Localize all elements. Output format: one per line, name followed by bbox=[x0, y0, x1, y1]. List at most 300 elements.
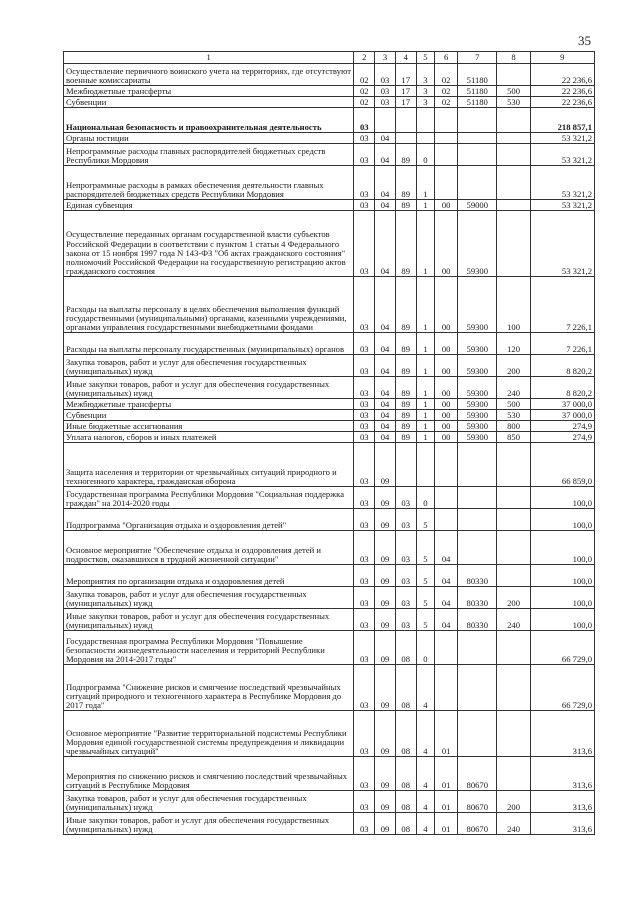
table-row bbox=[64, 410, 595, 421]
row-amount: 53 321,2 bbox=[530, 211, 594, 277]
table-row bbox=[64, 487, 595, 509]
row-code-cell: 02 bbox=[354, 97, 375, 108]
row-code-cell: 04 bbox=[375, 211, 396, 277]
row-code-cell: 03 bbox=[354, 587, 375, 609]
row-code-cell: 240 bbox=[497, 377, 530, 399]
row-code-cell: 08 bbox=[395, 757, 416, 791]
table-row bbox=[64, 64, 595, 86]
row-code-cell: 800 bbox=[497, 421, 530, 432]
row-description: Мероприятия по организации отдыха и оздоровления детей bbox=[64, 565, 354, 587]
row-code-cell: 4 bbox=[416, 757, 435, 791]
row-code-cell bbox=[458, 711, 497, 757]
row-code-cell: 04 bbox=[375, 421, 396, 432]
row-code-cell: 500 bbox=[497, 399, 530, 410]
row-code-cell: 1 bbox=[416, 377, 435, 399]
row-code-cell bbox=[458, 631, 497, 665]
row-code-cell: 240 bbox=[497, 813, 530, 835]
row-code-cell: 80670 bbox=[458, 791, 497, 813]
row-code-cell: 80670 bbox=[458, 813, 497, 835]
row-code-cell: 03 bbox=[354, 609, 375, 631]
row-code-cell: 01 bbox=[435, 791, 458, 813]
row-code-cell bbox=[497, 757, 530, 791]
row-description: Субвенции bbox=[64, 97, 354, 108]
row-code-cell: 1 bbox=[416, 399, 435, 410]
row-amount: 22 236,6 bbox=[530, 86, 594, 97]
row-code-cell: 03 bbox=[354, 399, 375, 410]
row-code-cell: 01 bbox=[435, 711, 458, 757]
row-code-cell bbox=[416, 443, 435, 487]
row-amount: 100,0 bbox=[530, 565, 594, 587]
row-code-cell: 03 bbox=[354, 166, 375, 200]
row-code-cell: 04 bbox=[375, 410, 396, 421]
row-code-cell: 08 bbox=[395, 665, 416, 711]
row-code-cell bbox=[458, 166, 497, 200]
row-code-cell: 5 bbox=[416, 531, 435, 565]
table-row bbox=[64, 133, 595, 144]
row-code-cell: 120 bbox=[497, 333, 530, 355]
row-code-cell: 08 bbox=[395, 631, 416, 665]
row-code-cell: 1 bbox=[416, 421, 435, 432]
row-code-cell: 03 bbox=[375, 64, 396, 86]
row-code-cell: 04 bbox=[375, 377, 396, 399]
table-row bbox=[64, 355, 595, 377]
row-code-cell bbox=[435, 665, 458, 711]
row-code-cell bbox=[497, 144, 530, 166]
row-code-cell: 200 bbox=[497, 587, 530, 609]
row-amount: 8 820,2 bbox=[530, 377, 594, 399]
table-row bbox=[64, 711, 595, 757]
row-amount: 53 321,2 bbox=[530, 166, 594, 200]
row-description: Государственная программа Республики Мордовия "Повышение безопасности жизнедеятельности населения и территорий Республики Мордовия на 2014-2017 годы" bbox=[64, 631, 354, 665]
column-header: 3 bbox=[375, 52, 396, 64]
row-code-cell: 09 bbox=[375, 665, 396, 711]
table-row bbox=[64, 531, 595, 565]
column-header: 2 bbox=[354, 52, 375, 64]
row-amount: 274,9 bbox=[530, 421, 594, 432]
row-code-cell: 17 bbox=[395, 86, 416, 97]
row-code-cell bbox=[497, 631, 530, 665]
row-code-cell: 00 bbox=[435, 399, 458, 410]
row-code-cell: 09 bbox=[375, 565, 396, 587]
table-row bbox=[64, 813, 595, 835]
row-code-cell bbox=[416, 133, 435, 144]
row-description: Закупка товаров, работ и услуг для обеспечения государственных (муниципальных) нужд bbox=[64, 791, 354, 813]
row-amount: 100,0 bbox=[530, 531, 594, 565]
row-code-cell bbox=[497, 509, 530, 531]
row-code-cell: 03 bbox=[354, 211, 375, 277]
row-amount: 313,6 bbox=[530, 711, 594, 757]
row-description: Непрограммные расходы в рамках обеспечения деятельности главных распорядителей бюджетных средств Республики Мордовия bbox=[64, 166, 354, 200]
table-header-row bbox=[64, 52, 595, 64]
row-code-cell bbox=[497, 565, 530, 587]
row-description: Государственная программа Республики Мордовия "Социальная поддержка граждан" на 2014-2020 годы bbox=[64, 487, 354, 509]
row-description: Иные закупки товаров, работ и услуг для обеспечения государственных (муниципальных) нужд bbox=[64, 377, 354, 399]
row-description: Закупка товаров, работ и услуг для обеспечения государственных (муниципальных) нужд bbox=[64, 355, 354, 377]
row-code-cell bbox=[416, 108, 435, 133]
row-code-cell: 51180 bbox=[458, 86, 497, 97]
row-code-cell: 89 bbox=[395, 432, 416, 443]
row-code-cell: 59300 bbox=[458, 432, 497, 443]
table-row bbox=[64, 86, 595, 97]
row-code-cell: 1 bbox=[416, 333, 435, 355]
table-row bbox=[64, 166, 595, 200]
row-code-cell: 00 bbox=[435, 432, 458, 443]
row-code-cell: 4 bbox=[416, 791, 435, 813]
row-code-cell bbox=[497, 166, 530, 200]
row-amount: 66 859,0 bbox=[530, 443, 594, 487]
row-code-cell: 200 bbox=[497, 791, 530, 813]
row-code-cell bbox=[395, 443, 416, 487]
row-code-cell: 04 bbox=[375, 432, 396, 443]
row-code-cell: 59300 bbox=[458, 377, 497, 399]
row-code-cell: 03 bbox=[354, 813, 375, 835]
row-amount: 8 820,2 bbox=[530, 355, 594, 377]
row-code-cell: 59300 bbox=[458, 410, 497, 421]
row-code-cell: 03 bbox=[354, 421, 375, 432]
row-code-cell: 02 bbox=[354, 86, 375, 97]
table-row bbox=[64, 509, 595, 531]
row-amount: 37 000,0 bbox=[530, 399, 594, 410]
row-code-cell: 09 bbox=[375, 711, 396, 757]
row-description: Непрограммные расходы главных распорядителей бюджетных средств Республики Мордовия bbox=[64, 144, 354, 166]
row-code-cell bbox=[458, 509, 497, 531]
row-code-cell: 89 bbox=[395, 333, 416, 355]
row-code-cell: 03 bbox=[354, 377, 375, 399]
row-code-cell: 03 bbox=[395, 565, 416, 587]
table-row bbox=[64, 108, 595, 133]
row-code-cell bbox=[458, 487, 497, 509]
row-code-cell: 01 bbox=[435, 757, 458, 791]
row-code-cell: 03 bbox=[395, 531, 416, 565]
row-code-cell: 89 bbox=[395, 166, 416, 200]
row-code-cell: 5 bbox=[416, 509, 435, 531]
column-header: 5 bbox=[416, 52, 435, 64]
row-code-cell: 530 bbox=[497, 97, 530, 108]
budget-table bbox=[63, 51, 595, 835]
row-code-cell: 02 bbox=[435, 64, 458, 86]
row-code-cell: 0 bbox=[416, 631, 435, 665]
row-code-cell: 17 bbox=[395, 64, 416, 86]
row-amount: 218 857,1 bbox=[530, 108, 594, 133]
row-code-cell: 80330 bbox=[458, 565, 497, 587]
row-code-cell: 00 bbox=[435, 410, 458, 421]
row-code-cell: 89 bbox=[395, 377, 416, 399]
row-code-cell bbox=[435, 108, 458, 133]
table-row bbox=[64, 432, 595, 443]
row-code-cell: 03 bbox=[375, 86, 396, 97]
row-description: Субвенции bbox=[64, 410, 354, 421]
row-description: Подпрограмма "Организация отдыха и оздоровления детей" bbox=[64, 509, 354, 531]
row-description: Иные закупки товаров, работ и услуг для обеспечения государственных (муниципальных) нужд bbox=[64, 813, 354, 835]
row-code-cell: 01 bbox=[435, 813, 458, 835]
table-row bbox=[64, 587, 595, 609]
row-code-cell: 03 bbox=[395, 509, 416, 531]
column-header: 6 bbox=[435, 52, 458, 64]
row-code-cell bbox=[435, 443, 458, 487]
row-code-cell: 03 bbox=[354, 200, 375, 211]
row-code-cell: 04 bbox=[435, 531, 458, 565]
row-amount: 100,0 bbox=[530, 509, 594, 531]
row-code-cell: 04 bbox=[375, 166, 396, 200]
row-code-cell: 00 bbox=[435, 277, 458, 333]
row-code-cell: 59300 bbox=[458, 333, 497, 355]
table-row bbox=[64, 665, 595, 711]
row-code-cell: 89 bbox=[395, 211, 416, 277]
row-code-cell bbox=[458, 133, 497, 144]
row-code-cell: 1 bbox=[416, 277, 435, 333]
row-code-cell: 08 bbox=[395, 791, 416, 813]
row-code-cell: 4 bbox=[416, 711, 435, 757]
row-code-cell bbox=[497, 64, 530, 86]
table-row bbox=[64, 421, 595, 432]
row-code-cell: 04 bbox=[375, 399, 396, 410]
row-description: Основное мероприятие "Обеспечение отдыха и оздоровления детей и подростков, оказавшихся в трудной жизненной ситуации" bbox=[64, 531, 354, 565]
row-code-cell: 03 bbox=[354, 355, 375, 377]
table-row bbox=[64, 791, 595, 813]
row-code-cell: 09 bbox=[375, 587, 396, 609]
row-code-cell bbox=[435, 166, 458, 200]
table-row bbox=[64, 144, 595, 166]
row-code-cell bbox=[395, 108, 416, 133]
table-row bbox=[64, 399, 595, 410]
row-code-cell: 850 bbox=[497, 432, 530, 443]
row-code-cell: 80330 bbox=[458, 587, 497, 609]
row-description: Осуществление первичного воинского учета на территориях, где отсутствуют военные комиссариаты bbox=[64, 64, 354, 86]
row-code-cell: 04 bbox=[375, 144, 396, 166]
row-code-cell: 4 bbox=[416, 813, 435, 835]
row-code-cell: 03 bbox=[354, 333, 375, 355]
row-code-cell: 04 bbox=[375, 133, 396, 144]
row-amount: 53 321,2 bbox=[530, 144, 594, 166]
row-code-cell: 09 bbox=[375, 791, 396, 813]
row-description: Иные закупки товаров, работ и услуг для обеспечения государственных (муниципальных) нужд bbox=[64, 609, 354, 631]
row-code-cell: 5 bbox=[416, 587, 435, 609]
row-code-cell: 00 bbox=[435, 333, 458, 355]
row-code-cell: 100 bbox=[497, 277, 530, 333]
row-code-cell bbox=[395, 133, 416, 144]
row-code-cell: 1 bbox=[416, 166, 435, 200]
row-code-cell: 03 bbox=[354, 410, 375, 421]
row-code-cell: 08 bbox=[395, 813, 416, 835]
row-amount: 22 236,6 bbox=[530, 97, 594, 108]
row-code-cell bbox=[435, 144, 458, 166]
row-code-cell: 5 bbox=[416, 565, 435, 587]
column-header: 4 bbox=[395, 52, 416, 64]
row-code-cell: 04 bbox=[435, 609, 458, 631]
row-amount: 100,0 bbox=[530, 587, 594, 609]
row-code-cell: 59300 bbox=[458, 355, 497, 377]
row-code-cell: 02 bbox=[435, 86, 458, 97]
row-description: Защита населения и территории от чрезвычайных ситуаций природного и техногенного характера, гражданская оборона bbox=[64, 443, 354, 487]
row-code-cell: 04 bbox=[435, 565, 458, 587]
row-code-cell: 03 bbox=[354, 631, 375, 665]
row-code-cell: 1 bbox=[416, 432, 435, 443]
row-code-cell: 89 bbox=[395, 410, 416, 421]
column-header: 8 bbox=[497, 52, 530, 64]
row-code-cell: 89 bbox=[395, 200, 416, 211]
row-code-cell: 80330 bbox=[458, 609, 497, 631]
row-description: Межбюджетные трансферты bbox=[64, 399, 354, 410]
row-amount: 53 321,2 bbox=[530, 133, 594, 144]
row-code-cell bbox=[497, 108, 530, 133]
row-code-cell: 03 bbox=[354, 665, 375, 711]
row-code-cell: 03 bbox=[395, 609, 416, 631]
row-code-cell: 500 bbox=[497, 86, 530, 97]
row-code-cell: 5 bbox=[416, 609, 435, 631]
row-description: Уплата налогов, сборов и иных платежей bbox=[64, 432, 354, 443]
row-code-cell: 00 bbox=[435, 377, 458, 399]
row-description: Закупка товаров, работ и услуг для обеспечения государственных (муниципальных) нужд bbox=[64, 587, 354, 609]
row-code-cell: 1 bbox=[416, 410, 435, 421]
row-amount: 313,6 bbox=[530, 757, 594, 791]
row-code-cell: 09 bbox=[375, 487, 396, 509]
row-code-cell: 3 bbox=[416, 64, 435, 86]
row-description: Расходы на выплаты персоналу в целях обеспечения выполнения функций государственными (муниципальными) органами, казенными учреждениями, органами управления государственными внебюджетными фондами bbox=[64, 277, 354, 333]
row-code-cell: 03 bbox=[354, 791, 375, 813]
row-description: Национальная безопасность и правоохранительная деятельность bbox=[64, 108, 354, 133]
row-code-cell: 4 bbox=[416, 665, 435, 711]
row-code-cell: 03 bbox=[354, 133, 375, 144]
row-code-cell: 0 bbox=[416, 487, 435, 509]
row-code-cell bbox=[435, 509, 458, 531]
row-code-cell bbox=[497, 711, 530, 757]
row-code-cell: 00 bbox=[435, 200, 458, 211]
row-code-cell: 89 bbox=[395, 144, 416, 166]
row-code-cell bbox=[435, 631, 458, 665]
row-code-cell: 89 bbox=[395, 355, 416, 377]
row-code-cell: 02 bbox=[435, 97, 458, 108]
row-amount: 313,6 bbox=[530, 813, 594, 835]
row-amount: 66 729,0 bbox=[530, 631, 594, 665]
row-code-cell bbox=[497, 133, 530, 144]
row-code-cell: 03 bbox=[395, 487, 416, 509]
row-code-cell: 1 bbox=[416, 355, 435, 377]
row-description: Подпрограмма "Снижение рисков и смягчение последствий чрезвычайных ситуаций природного и техногенного характера в Республике Мордовия до 2017 года" bbox=[64, 665, 354, 711]
row-code-cell: 03 bbox=[354, 757, 375, 791]
row-code-cell: 59300 bbox=[458, 399, 497, 410]
row-code-cell: 09 bbox=[375, 531, 396, 565]
row-code-cell: 1 bbox=[416, 211, 435, 277]
row-code-cell: 03 bbox=[375, 97, 396, 108]
row-amount: 274,9 bbox=[530, 432, 594, 443]
row-code-cell: 04 bbox=[375, 277, 396, 333]
column-header: 1 bbox=[64, 52, 354, 64]
row-code-cell: 51180 bbox=[458, 64, 497, 86]
row-code-cell: 04 bbox=[375, 355, 396, 377]
column-header: 7 bbox=[458, 52, 497, 64]
row-amount: 7 226,1 bbox=[530, 277, 594, 333]
table-row bbox=[64, 211, 595, 277]
row-code-cell: 89 bbox=[395, 421, 416, 432]
row-code-cell: 04 bbox=[375, 200, 396, 211]
row-code-cell: 00 bbox=[435, 421, 458, 432]
table-row bbox=[64, 200, 595, 211]
table-row bbox=[64, 631, 595, 665]
table-row bbox=[64, 443, 595, 487]
row-code-cell: 03 bbox=[354, 711, 375, 757]
row-code-cell bbox=[497, 443, 530, 487]
table-row bbox=[64, 565, 595, 587]
table-row bbox=[64, 609, 595, 631]
row-code-cell: 530 bbox=[497, 410, 530, 421]
row-code-cell: 240 bbox=[497, 609, 530, 631]
row-code-cell: 03 bbox=[395, 587, 416, 609]
row-code-cell: 59300 bbox=[458, 211, 497, 277]
row-code-cell: 03 bbox=[354, 487, 375, 509]
row-code-cell: 1 bbox=[416, 200, 435, 211]
row-code-cell bbox=[435, 487, 458, 509]
table-row bbox=[64, 757, 595, 791]
row-code-cell: 03 bbox=[354, 108, 375, 133]
row-description: Основное мероприятие "Развитие территориальной подсистемы Республики Мордовия единой государственной системы предупреждения и ликвидации чрезвычайных ситуаций" bbox=[64, 711, 354, 757]
row-amount: 100,0 bbox=[530, 609, 594, 631]
row-code-cell bbox=[497, 487, 530, 509]
row-code-cell bbox=[458, 531, 497, 565]
row-code-cell: 02 bbox=[354, 64, 375, 86]
row-amount: 37 000,0 bbox=[530, 410, 594, 421]
row-code-cell: 17 bbox=[395, 97, 416, 108]
row-code-cell bbox=[497, 531, 530, 565]
row-code-cell bbox=[497, 200, 530, 211]
row-description: Органы юстиции bbox=[64, 133, 354, 144]
row-code-cell: 09 bbox=[375, 757, 396, 791]
row-code-cell bbox=[497, 665, 530, 711]
row-code-cell: 59000 bbox=[458, 200, 497, 211]
row-code-cell: 59300 bbox=[458, 277, 497, 333]
row-amount: 22 236,6 bbox=[530, 64, 594, 86]
row-code-cell: 08 bbox=[395, 711, 416, 757]
column-header: 9 bbox=[530, 52, 594, 64]
row-code-cell: 09 bbox=[375, 813, 396, 835]
row-code-cell: 03 bbox=[354, 144, 375, 166]
row-code-cell bbox=[458, 443, 497, 487]
row-code-cell: 03 bbox=[354, 509, 375, 531]
row-description: Единая субвенция bbox=[64, 200, 354, 211]
row-code-cell: 03 bbox=[354, 443, 375, 487]
row-code-cell: 03 bbox=[354, 565, 375, 587]
row-code-cell bbox=[375, 108, 396, 133]
row-amount: 100,0 bbox=[530, 487, 594, 509]
row-description: Мероприятия по снижению рисков и смягчению последствий чрезвычайных ситуаций в Республике Мордовия bbox=[64, 757, 354, 791]
table-row bbox=[64, 97, 595, 108]
row-description: Межбюджетные трансферты bbox=[64, 86, 354, 97]
row-code-cell: 09 bbox=[375, 509, 396, 531]
table-row bbox=[64, 377, 595, 399]
row-code-cell bbox=[435, 133, 458, 144]
row-amount: 53 321,2 bbox=[530, 200, 594, 211]
row-code-cell: 3 bbox=[416, 86, 435, 97]
row-code-cell: 04 bbox=[375, 333, 396, 355]
row-code-cell: 89 bbox=[395, 399, 416, 410]
row-code-cell bbox=[458, 108, 497, 133]
row-code-cell: 80670 bbox=[458, 757, 497, 791]
row-description: Расходы на выплаты персоналу государственных (муниципальных) органов bbox=[64, 333, 354, 355]
row-code-cell: 0 bbox=[416, 144, 435, 166]
row-code-cell: 09 bbox=[375, 443, 396, 487]
table-body bbox=[64, 64, 595, 835]
row-code-cell: 00 bbox=[435, 211, 458, 277]
row-description: Иные бюджетные ассигнования bbox=[64, 421, 354, 432]
row-code-cell: 03 bbox=[354, 277, 375, 333]
row-code-cell: 51180 bbox=[458, 97, 497, 108]
row-code-cell: 59300 bbox=[458, 421, 497, 432]
row-code-cell: 200 bbox=[497, 355, 530, 377]
page-number: 35 bbox=[578, 33, 591, 48]
row-code-cell bbox=[458, 144, 497, 166]
table-row bbox=[64, 277, 595, 333]
table-row bbox=[64, 333, 595, 355]
row-amount: 313,6 bbox=[530, 791, 594, 813]
